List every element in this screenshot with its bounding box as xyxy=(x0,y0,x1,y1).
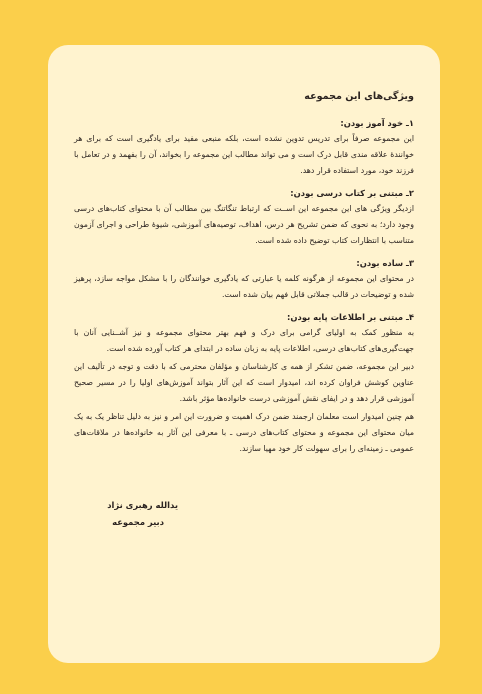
section-heading: ۴ـ مبتنی بر اطلاعات پایه بودن: xyxy=(287,312,414,322)
page-title: ویژگی‌های این مجموعه xyxy=(304,91,414,102)
section-basic-info xyxy=(74,310,414,457)
signature-name: یدالله رهبری نژاد xyxy=(107,500,178,510)
section-paragraph: در محتوای این مجموعه از هرگونه کلمه یا عبارتی که یادگیری خوانندگان را با مشکل مواجه سازد، پرهیز شده و توضیحات در قالب جملاتی قابل فهم بیان شده است. xyxy=(74,274,414,299)
signature-role: دبیر مجموعه xyxy=(112,517,164,527)
section-heading: ۱ـ خود آموز بودن: xyxy=(340,118,414,128)
content-card xyxy=(48,45,440,663)
section-paragraph: به منظور کمک به اولیای گرامی برای درک و فهم بهتر محتوای مجموعه و نیز آشــنایی آنان با جهت‌گیری‌های کتاب‌های درسی، اطلاعات پایه به زبان ساده در ابتدای هر کتاب آورده شده است. xyxy=(74,328,414,353)
section-heading: ۲ـ مبتنی بر کتاب درسی بودن: xyxy=(290,188,414,198)
section-self-learning xyxy=(74,116,414,179)
section-paragraph: این مجموعه صرفاً برای تدریس تدوین نشده است، بلکه منبعی مفید برای یادگیری است که برای هر خوانندهٔ علاقه مندی قابل درک است و می تواند مطالب این مجموعه را بخواند، آن را بفهمد و در تعامل با فرزند خود، مورد استفاده قرار دهد. xyxy=(74,134,414,175)
section-simplicity xyxy=(74,256,414,303)
hope-paragraph: هم چنین امیدوار است معلمان ارجمند ضمن درک اهمیت و ضرورت این امر و نیز به دلیل تناظر یک به یک میان محتوای این مجموعه و محتوای کتاب‌های درسی ـ با معرفی این آثار به خانواده‌ها در ملاقات‌های عمومی ـ زمینه‌ای را برای سهولت کار خود مهیا سازند. xyxy=(74,412,414,453)
section-paragraph: ازدیگر ویژگی های این مجموعه این اســت که ارتباط تنگاتنگ بین مطالب آن با محتوای کتاب‌های درسی وجود دارد؛ به نحوی که ضمن تشریح هر درس، اهداف، توصیه‌های آموزشی، شیوهٔ طراحی و اجرای آزمون متناسب با انتظارات کتاب توضیح داده شده است. xyxy=(74,204,414,245)
section-heading: ۳ـ ساده بودن: xyxy=(356,258,414,268)
section-textbook-based xyxy=(74,186,414,249)
signature-block xyxy=(74,497,414,531)
thanks-paragraph: دبیر این مجموعه، ضمن تشکر از همه ی کارشناسان و مؤلفان محترمی که با دقت و توجه در تألیف این عناوین کوشش فراوان کرده اند، امیدوار است که این آثار بتواند آموزش‌های اولیا را در مسیر صحیح آموزشی قرار دهد و در ایفای نقش آموزشی درست خانواده‌ها مؤثر باشد. xyxy=(74,362,414,403)
